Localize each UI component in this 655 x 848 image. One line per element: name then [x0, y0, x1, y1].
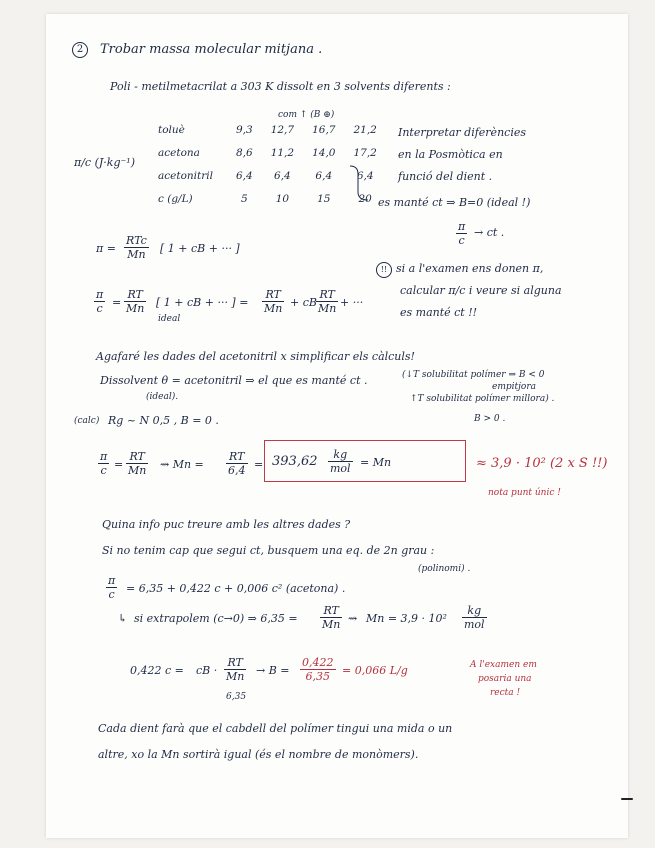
cell: 21,2 — [353, 123, 377, 136]
exam-note-line: si a l'examen ens donen π, — [396, 262, 544, 275]
cell: 9,3 — [235, 123, 253, 136]
exam-note-line: calcular π/c i veure si alguna — [400, 284, 562, 297]
pi-c-constant-note: → ct . — [474, 226, 505, 239]
red-note-line: recta ! — [490, 688, 521, 698]
eq1-num: RTc — [126, 234, 147, 247]
eq1-fraction — [124, 234, 149, 261]
cell: 12,7 — [270, 123, 295, 136]
section3-line1: Quina info puc treure amb les altres dades ? — [102, 518, 351, 531]
pi-over-c-fraction: $\frac{\pi}{c}$ — [458, 220, 466, 247]
page-mark — [621, 798, 633, 800]
cell: 14,0 — [312, 146, 336, 159]
equals-sign: = — [114, 458, 124, 471]
section3-line2: Si no tenim cap que segui ct, busquem una eq. de 2n grau : — [102, 544, 435, 557]
row-label: acetona — [158, 146, 200, 159]
calc-lhs-fraction: $\frac{\pi}{c}$ — [100, 450, 108, 477]
extrap-fraction: $\frac{RT}{Mn}$ — [322, 604, 341, 631]
poly-equation: = 6,35 + 0,422 c + 0,006 c² (acetona) . — [126, 582, 346, 595]
calc-fraction: $\frac{RT}{6,4}$ — [228, 450, 246, 477]
eq2-tail: + ··· — [340, 296, 364, 309]
problem-title: Trobar massa molecular mitjana . — [100, 42, 323, 57]
equals-sign: = — [254, 458, 264, 471]
cell: 10 — [275, 192, 290, 205]
section2-line1: Agafaré les dades del acetonitril x simplificar els càlculs! — [96, 350, 415, 363]
section2-line2: Dissolvent θ = acetonitril ⇒ el que es manté ct . — [100, 374, 368, 387]
b-result-value: = 0,066 L/g — [342, 664, 408, 677]
ideal-label: ideal — [158, 314, 181, 324]
cell: 8,6 — [235, 146, 253, 159]
table-top-note: com ↑ (B ⊕) — [278, 110, 335, 120]
cell: 6,4 — [315, 169, 333, 182]
cell: 11,2 — [270, 146, 295, 159]
table-row — [158, 141, 386, 164]
result-value: 393,62 — [272, 454, 318, 469]
eq2-mid-fraction: $\frac{RT}{Mn}$ — [126, 288, 145, 315]
eq2-equals: = — [112, 296, 122, 309]
eq2-plus: + cB — [290, 296, 317, 309]
calc-arrow: ⇝ Mn = — [160, 458, 204, 471]
table-row — [158, 118, 386, 141]
poly-lhs-fraction: $\frac{\pi}{c}$ — [108, 574, 116, 601]
cell: 20 — [358, 192, 372, 205]
warning-circle-icon: !! — [376, 262, 392, 278]
b-lhs: 0,422 c = — [130, 664, 184, 677]
constant-note: es manté ct ⇒ B=0 (ideal !) — [378, 196, 531, 209]
right-note-line: Interpretar diferències — [398, 126, 526, 139]
cell: 17,2 — [353, 146, 377, 159]
b-sub: 6,35 — [226, 692, 247, 702]
calc-mid-fraction: $\frac{RT}{Mn}$ — [128, 450, 147, 477]
cell: 15 — [317, 192, 331, 205]
notebook-page — [46, 14, 628, 838]
right-note-line: en la Posmòtica en — [398, 148, 503, 161]
cell: 6,4 — [235, 169, 253, 182]
cell: 6,4 — [356, 169, 374, 182]
problem-number: 2 — [76, 44, 84, 55]
b-result-prefix: → B = — [256, 664, 290, 677]
section2-line3: Rg ~ N 0,5 , B = 0 . — [108, 414, 219, 427]
result-label: = Mn — [360, 456, 392, 469]
extrap-result: Mn = 3,9 · 10² — [366, 612, 447, 625]
table-ylabel: π/c (J·kg⁻¹) — [74, 156, 136, 169]
bracket-icon — [346, 164, 376, 204]
extrap-arrow2: ⇝ — [348, 612, 358, 625]
eq2-lhs-fraction: $\frac{\pi}{c}$ — [96, 288, 104, 315]
b-result-fraction: $\frac{0,422}{6,35}$ — [302, 656, 334, 683]
row-label: c (g/L) — [158, 192, 193, 205]
result-unit: kg mol — [330, 448, 351, 475]
side-note-1b: empitjora — [492, 382, 536, 392]
conclusion-line: Cada dient farà que el cabdell del polímer tingui una mida o un — [98, 722, 453, 735]
eq2-bracket: [ 1 + cB + ··· ] = — [156, 296, 249, 309]
problem-number-circle — [72, 42, 88, 58]
section2-ideal-note: (ideal). — [146, 392, 179, 402]
row-label: toluè — [158, 123, 185, 136]
extrap-unit: kg mol — [464, 604, 485, 631]
conclusion-line: altre, xo la Mn sortirà igual (és el nombre de monòmers). — [98, 748, 419, 761]
side-note-1: (↓T solubilitat polímer ⇒ B < 0 — [402, 370, 545, 380]
red-note: nota punt únic ! — [488, 488, 561, 498]
b-fraction: $\frac{RT}{Mn}$ — [226, 656, 245, 683]
section3-polinomi: (polinomi) . — [418, 564, 471, 574]
side-note-3: B > 0 . — [474, 414, 506, 424]
eq1-rhs: [ 1 + cB + ··· ] — [160, 242, 240, 255]
side-note-2: ↑T solubilitat polímer millora) . — [410, 394, 555, 404]
eq1-lhs: π = — [96, 242, 116, 255]
right-note-line: funció del dient . — [398, 170, 493, 183]
eq1-den: Mn — [127, 248, 146, 261]
cell: 16,7 — [312, 123, 336, 136]
extrap-line: si extrapolem (c→0) ⇒ 6,35 = — [134, 612, 298, 625]
b-mid: cB · — [196, 664, 218, 677]
calc-prefix: (calc) — [74, 416, 100, 426]
red-note-line: posaria una — [478, 674, 532, 684]
cell: 5 — [240, 192, 248, 205]
eq2-r1-fraction: $\frac{RT}{Mn}$ — [264, 288, 283, 315]
exam-note-line: es manté ct !! — [400, 306, 478, 319]
eq2-r2-fraction: $\frac{RT}{Mn}$ — [318, 288, 337, 315]
cell: 6,4 — [274, 169, 291, 182]
problem-subtitle: Poli - metilmetacrilat a 303 K dissolt en 3 solvents diferents : — [110, 80, 451, 93]
extrap-arrow: ↳ — [118, 612, 128, 625]
red-note-line: A l'examen em — [470, 660, 537, 670]
row-label: acetonitril — [158, 169, 213, 182]
approx-value: ≈ 3,9 · 10² (2 x S !!) — [476, 456, 608, 471]
